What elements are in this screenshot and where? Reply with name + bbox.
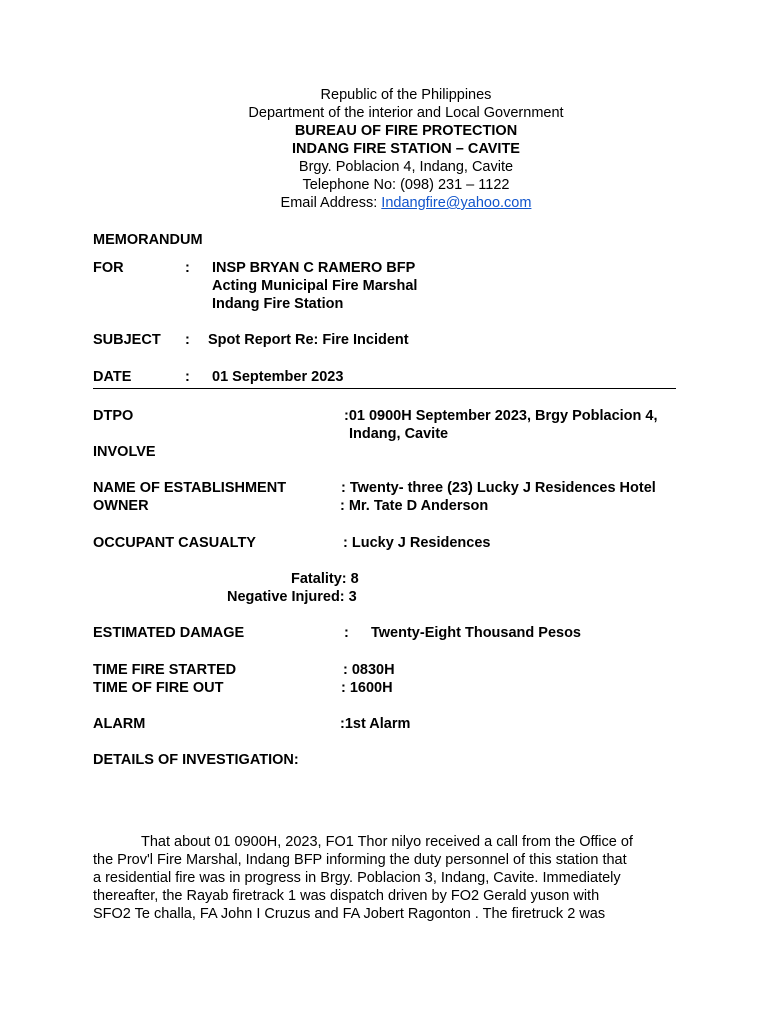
for-recipient-title: Acting Municipal Fire Marshal (212, 278, 418, 294)
header-station: INDANG FIRE STATION – CAVITE (292, 141, 520, 157)
header-bureau: BUREAU OF FIRE PROTECTION (294, 123, 518, 139)
for-label: FOR (93, 260, 124, 276)
narrative-line: a residential fire was in progress in Brgy. Poblacion 3, Indang, Cavite. Immediately (93, 870, 621, 886)
date-colon: : (185, 369, 190, 385)
narrative-line: SFO2 Te challa, FA John I Cruzus and FA Jobert Ragonton . The firetruck 2 was (93, 906, 606, 922)
subject-colon: : (185, 332, 190, 348)
involve-label: INVOLVE (93, 444, 156, 460)
occupant-value: : Lucky J Residences (343, 535, 491, 551)
memo-title: MEMORANDUM (93, 232, 203, 248)
fatality-count: Fatality: 8 (291, 571, 359, 587)
owner-value: : Mr. Tate D Anderson (340, 498, 489, 514)
time-started-value: : 0830H (343, 662, 395, 678)
time-started-label: TIME FIRE STARTED (93, 662, 237, 678)
date-value: 01 September 2023 (212, 369, 344, 385)
alarm-value: :1st Alarm (340, 716, 411, 732)
header-telephone: Telephone No: (098) 231 – 1122 (302, 177, 510, 193)
time-out-value: : 1600H (341, 680, 393, 696)
damage-label: ESTIMATED DAMAGE (93, 625, 245, 641)
dtpo-value-cont: Indang, Cavite (349, 426, 449, 442)
for-recipient-office: Indang Fire Station (212, 296, 344, 312)
subject-label: SUBJECT (93, 332, 161, 348)
damage-colon: : (344, 625, 349, 641)
owner-label: OWNER (93, 498, 149, 514)
damage-value: Twenty-Eight Thousand Pesos (371, 625, 581, 641)
email-link[interactable]: Indangfire@yahoo.com (381, 195, 532, 211)
negative-injured-count: Negative Injured: 3 (227, 589, 357, 605)
establishment-label: NAME OF ESTABLISHMENT (93, 480, 287, 496)
for-recipient: INSP BRYAN C RAMERO BFP (212, 260, 416, 276)
subject-value: Spot Report Re: Fire Incident (208, 332, 409, 348)
dtpo-label: DTPO (93, 408, 134, 424)
for-colon: : (185, 260, 190, 276)
header-email-line (0, 194, 768, 212)
header-divider (93, 388, 676, 389)
email-label: Email Address: (280, 195, 382, 211)
narrative-paragraph (93, 833, 673, 923)
header-republic: Republic of the Philippines (320, 87, 492, 103)
details-heading: DETAILS OF INVESTIGATION: (93, 752, 299, 768)
date-label: DATE (93, 369, 132, 385)
time-out-label: TIME OF FIRE OUT (93, 680, 224, 696)
alarm-label: ALARM (93, 716, 146, 732)
dtpo-value: :01 0900H September 2023, Brgy Poblacion 4, (344, 408, 658, 424)
narrative-line: That about 01 0900H, 2023, FO1 Thor nilyo received a call from the Office of (141, 834, 633, 850)
narrative-line: thereafter, the Rayab firetrack 1 was dispatch driven by FO2 Gerald yuson with (93, 888, 600, 904)
occupant-label: OCCUPANT CASUALTY (93, 535, 256, 551)
narrative-line: the Prov'l Fire Marshal, Indang BFP informing the duty personnel of this station that (93, 852, 627, 868)
header-department: Department of the interior and Local Government (248, 105, 564, 121)
header-address: Brgy. Poblacion 4, Indang, Cavite (298, 159, 514, 175)
establishment-value: : Twenty- three (23) Lucky J Residences Hotel (341, 480, 656, 496)
